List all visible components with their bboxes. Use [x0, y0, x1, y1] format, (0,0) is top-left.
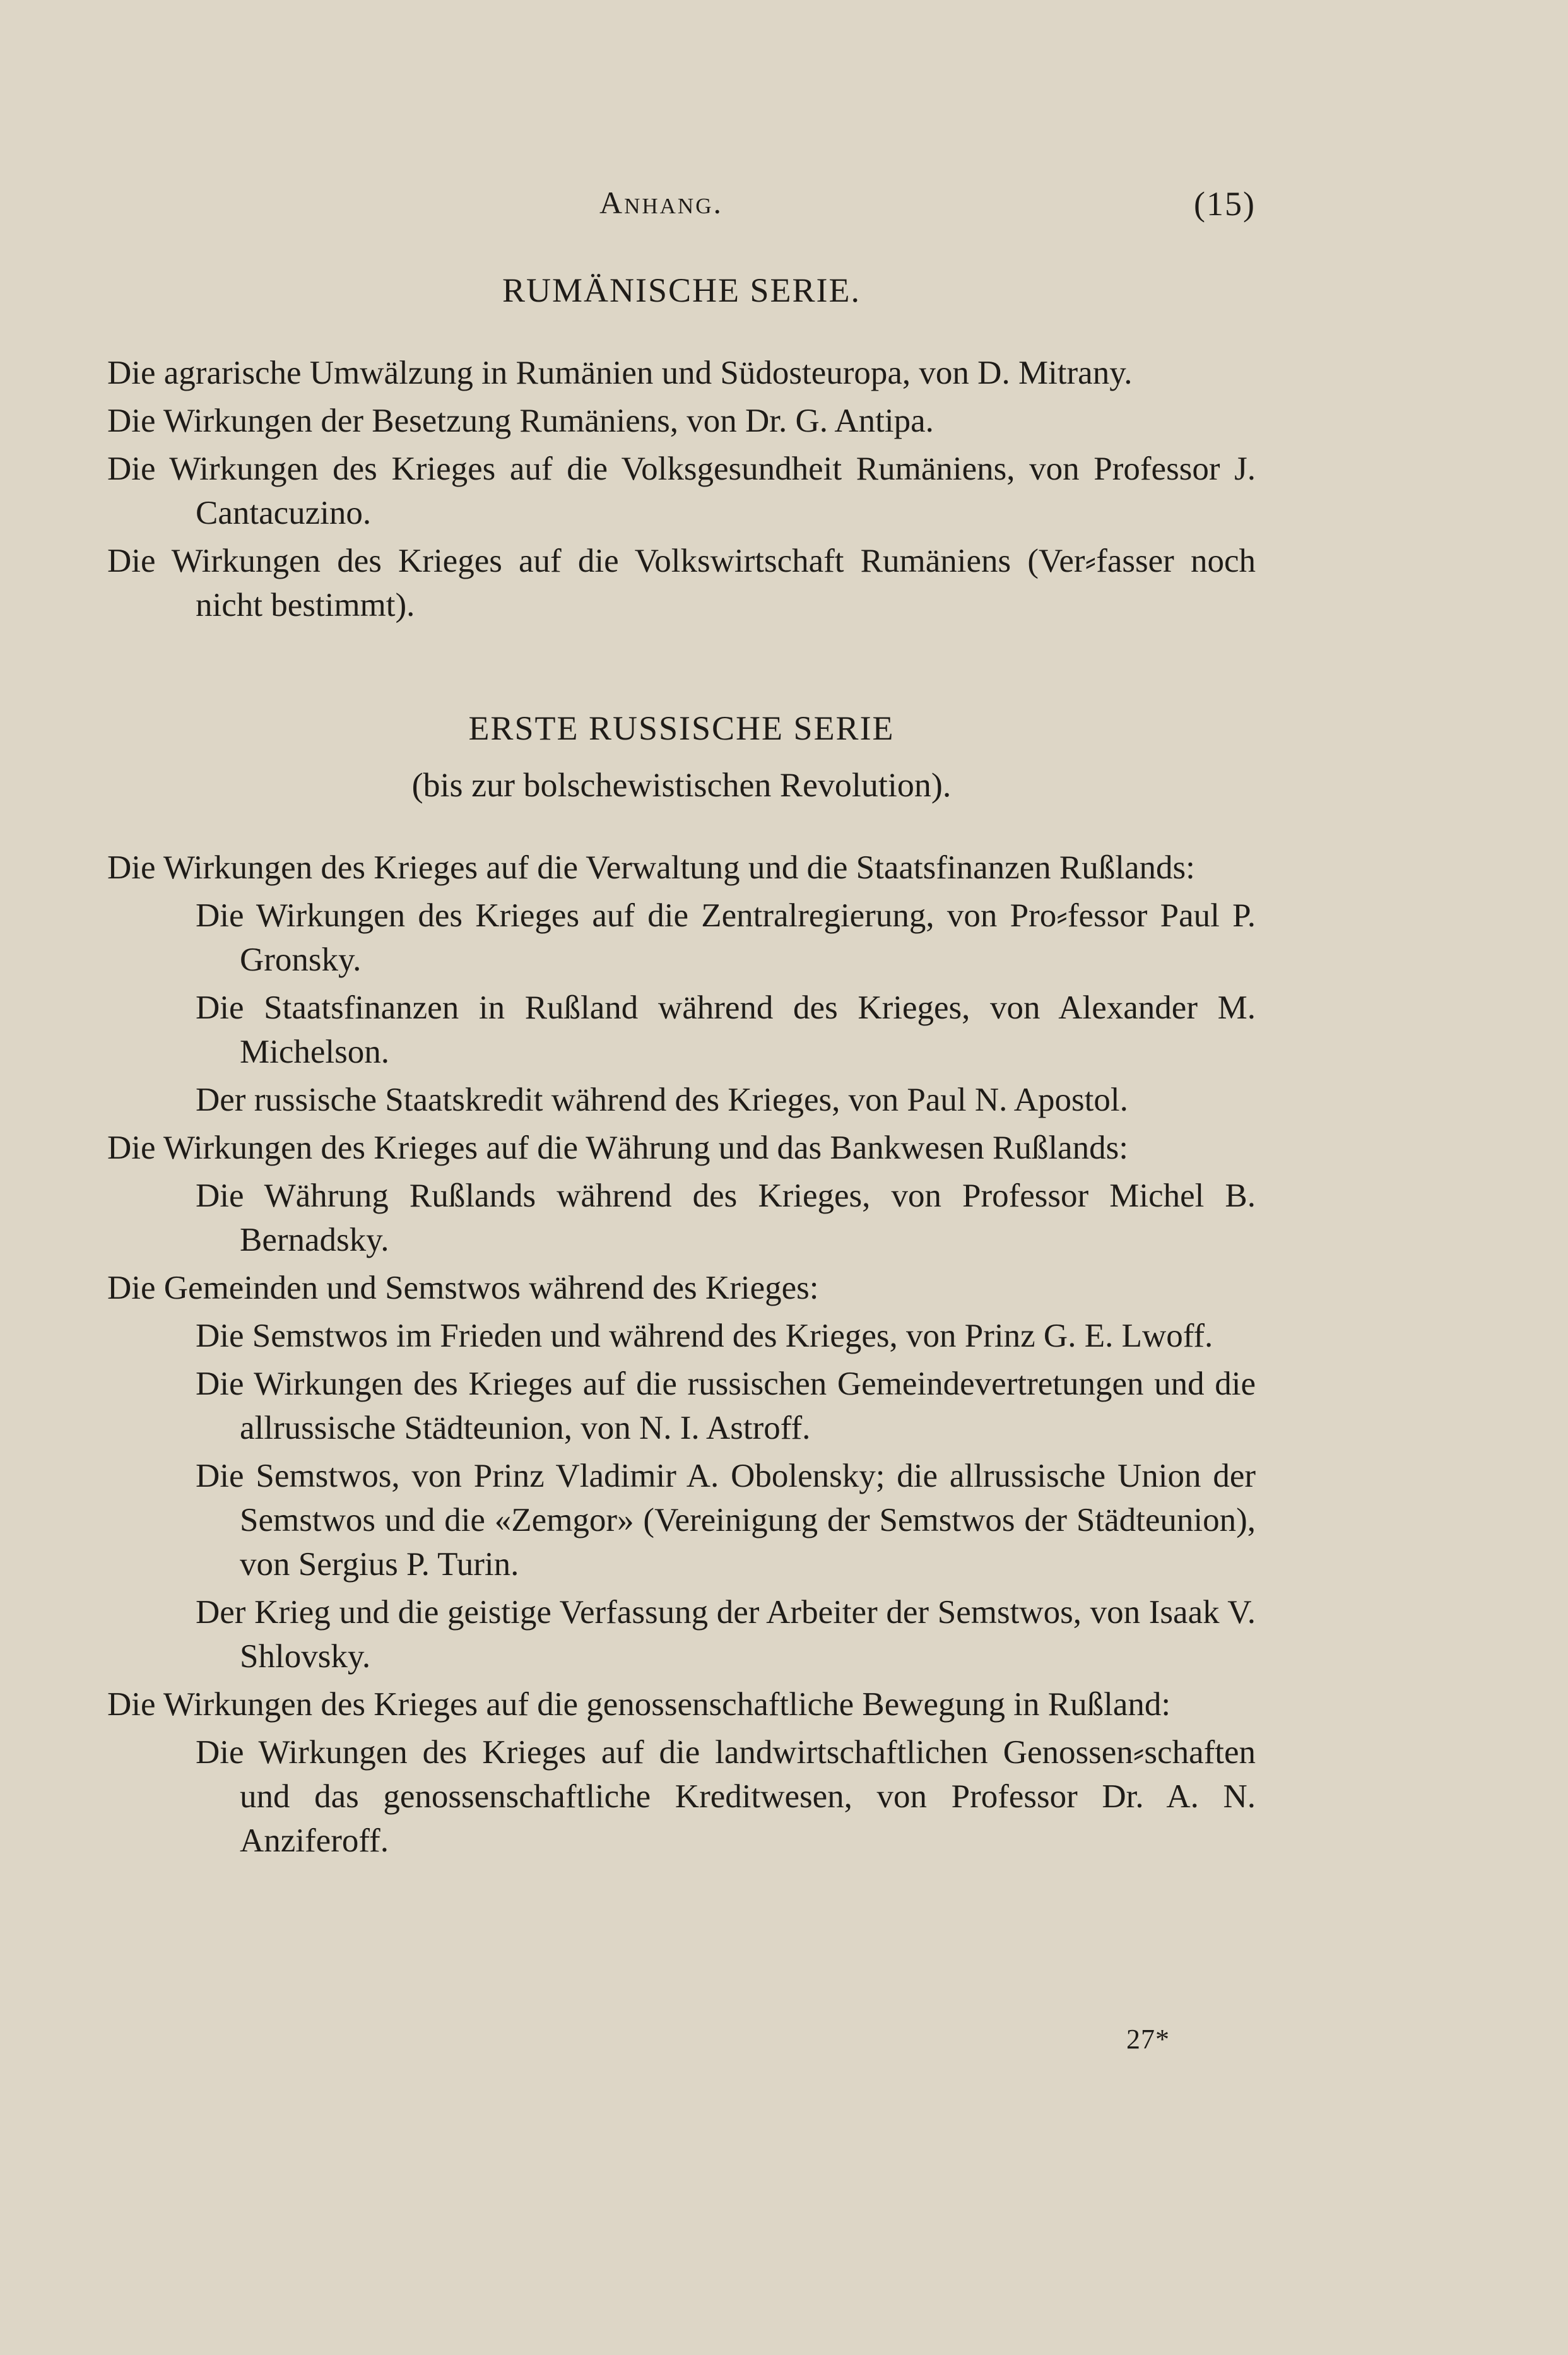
entry: Die Wirkungen der Besetzung Rumäniens, von Dr. G. Antipa.: [107, 403, 934, 439]
section-subtitle: (bis zur bolschewistischen Revolution).: [411, 766, 952, 804]
group-heading: Die Gemeinden und Semstwos während des Krieges:: [107, 1270, 819, 1306]
sub-entry: Die Währung Rußlands während des Krieges, von Professor Michel B. Bernadsky.: [196, 1178, 1256, 1258]
entry: Die Wirkungen des Krieges auf die Volksgesundheit Rumäniens, von Professor J. Cantacuzino.: [107, 451, 1256, 531]
sub-entry: Die Wirkungen des Krieges auf die russischen Gemeindevertretungen und die allrussische Städteunion, von N. I. Astroff.: [196, 1366, 1256, 1446]
entry: Die agrarische Umwälzung in Rumänien und Südosteuropa, von D. Mitrany.: [107, 355, 1133, 391]
page-number: (15): [1194, 185, 1256, 223]
running-title: Anhang.: [599, 185, 723, 220]
running-head: [107, 184, 1256, 235]
page-content: [107, 265, 1256, 1863]
sub-entry: Die Wirkungen des Krieges auf die Zentralregierung, von Pro⸗fessor Paul P. Gronsky.: [196, 897, 1256, 978]
sub-entry: Die Semstwos im Frieden und während des Krieges, von Prinz G. E. Lwoff.: [196, 1318, 1213, 1354]
section-title-rumanische-serie: RUMÄNISCHE SERIE.: [502, 271, 861, 309]
section-title-erste-russische-serie: ERSTE RUSSISCHE SERIE: [468, 709, 895, 747]
group-heading: Die Wirkungen des Krieges auf die genossenschaftliche Bewegung in Rußland:: [107, 1686, 1171, 1723]
sub-entry: Die Semstwos, von Prinz Vladimir A. Obolensky; die allrussische Union der Semstwos und die «Zemgor» (Vereinigung der Semstwos der Städteunion), von Sergius P. Turin.: [196, 1458, 1256, 1583]
sub-entry: Die Staatsfinanzen in Rußland während des Krieges, von Alexander M. Michelson.: [196, 989, 1256, 1070]
signature-mark: 27*: [1126, 2024, 1170, 2055]
entry: Die Wirkungen des Krieges auf die Volkswirtschaft Rumäniens (Ver⸗fasser noch nicht bestimmt).: [107, 543, 1256, 623]
group-heading: Die Wirkungen des Krieges auf die Währung und das Bankwesen Rußlands:: [107, 1130, 1128, 1166]
sub-entry: Die Wirkungen des Krieges auf die landwirtschaftlichen Genossen⸗schaften und das genossenschaftliche Kreditwesen, von Professor Dr. A. N. Anziferoff.: [196, 1734, 1256, 1859]
sub-entry: Der russische Staatskredit während des Krieges, von Paul N. Apostol.: [196, 1082, 1128, 1118]
sub-entry: Der Krieg und die geistige Verfassung der Arbeiter der Semstwos, von Isaak V. Shlovsky.: [196, 1594, 1256, 1675]
group-heading: Die Wirkungen des Krieges auf die Verwaltung und die Staatsfinanzen Rußlands:: [107, 849, 1195, 886]
